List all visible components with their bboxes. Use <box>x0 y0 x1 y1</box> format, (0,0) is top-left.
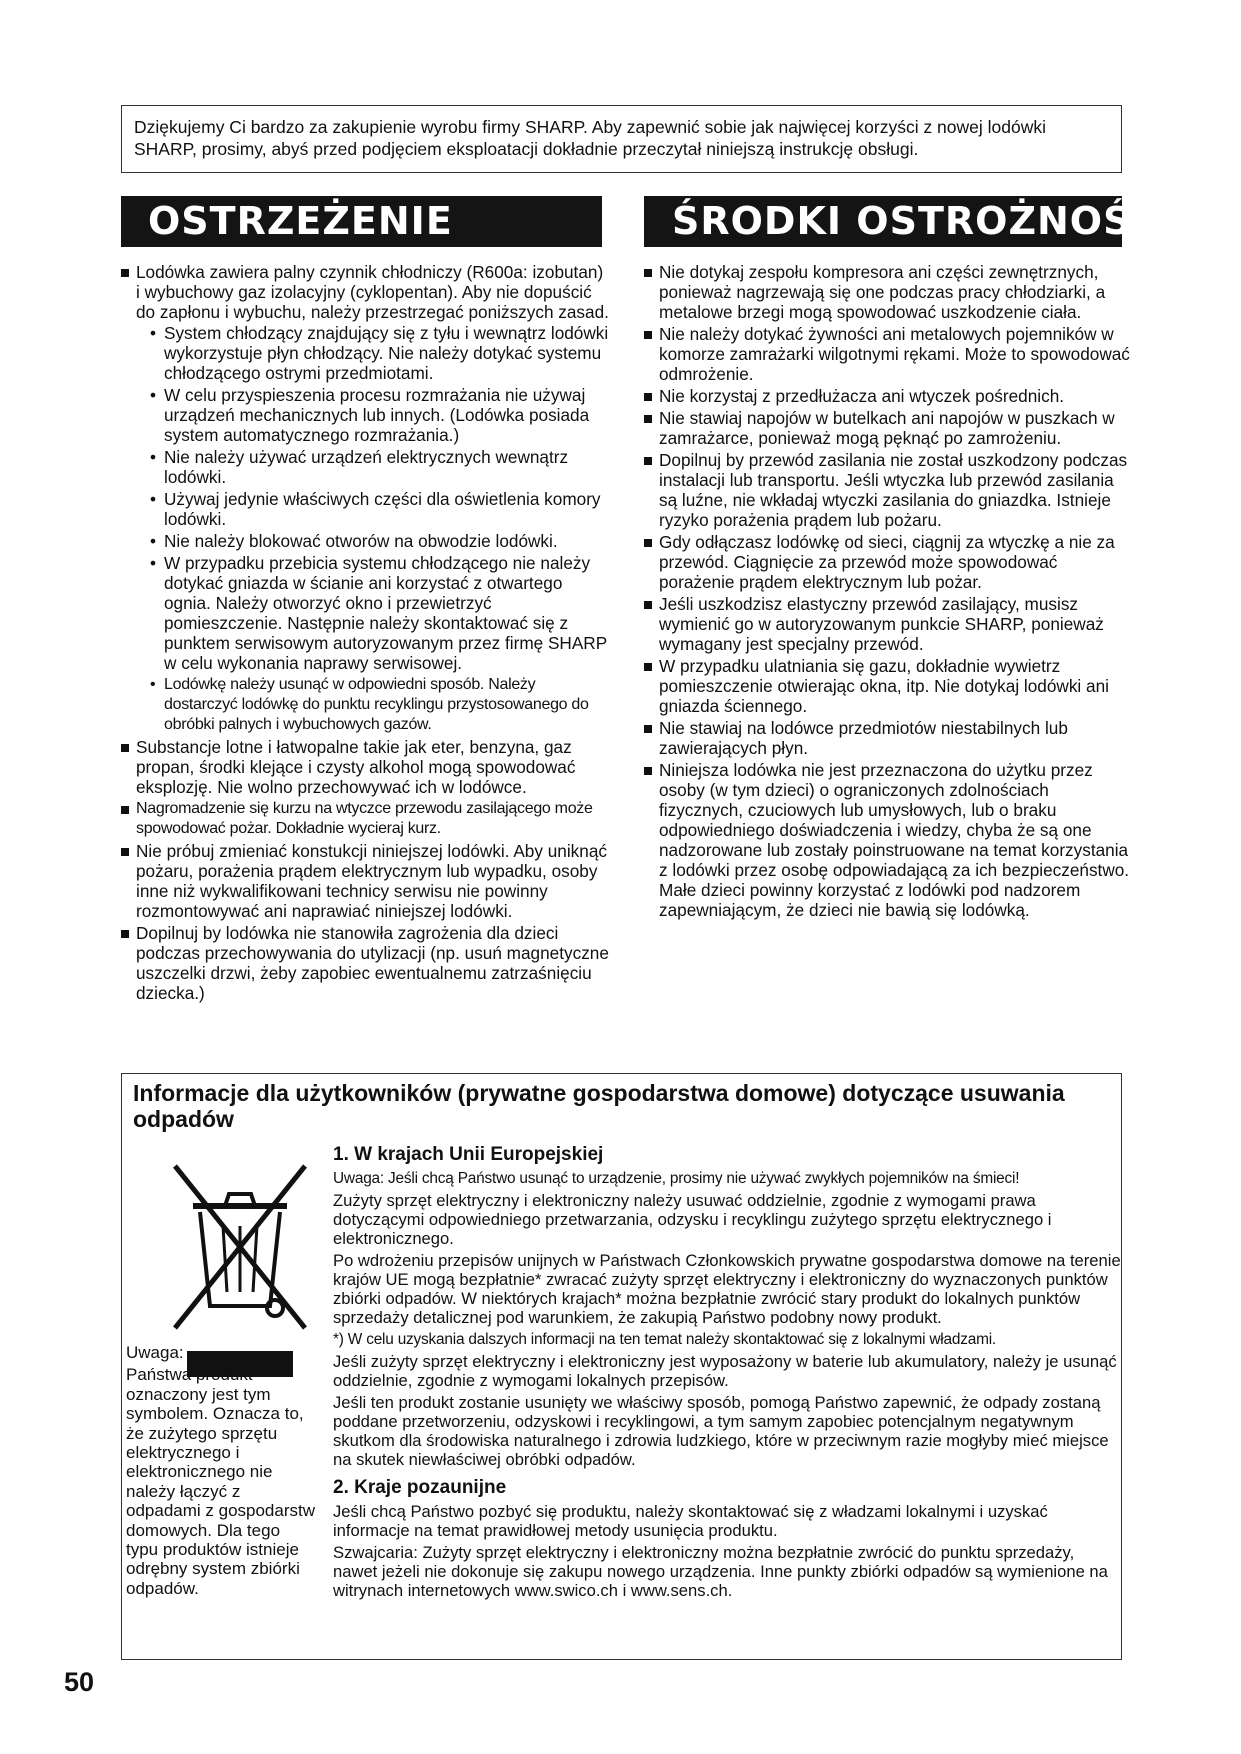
warning-banner: OSTRZEŻENIE <box>121 196 602 247</box>
warning-item-text: Substancje lotne i łatwopalne takie jak eter, benzyna, gaz propan, środki klejące i czysty alkohol mogą spowodować eksplozję. Nie wolno przechowywać ich w lodówce. <box>136 737 576 797</box>
non-eu-paragraph: Jeśli chcą Państwo pozbyć się produktu, należy skontaktować się z władzami lokalnymi i uzyskać informacje na temat prawidłowej metody usunięcia produktu. <box>333 1502 1048 1540</box>
warning-subitem: • W przypadku przebicia systemu chłodzącego nie należy dotykać gniazda w ścianie ani korzystać z otwartego ognia. Należy otworzyć okno i przewietrzyć pomieszczenie. Następnie należy skontaktować się z punktem serwisowym autoryzowanym przez firmę SHARP w celu wykonania naprawy serwisowej. <box>150 553 607 673</box>
bullet-square-icon <box>644 767 652 775</box>
bullet-square-icon <box>644 457 652 465</box>
disposal-title: Informacje dla użytkowników (prywatne gospodarstwa domowe) dotyczące usuwania odpadów <box>133 1080 1065 1132</box>
intro-line-1: Dziękujemy Ci bardzo za zakupienie wyrobu firmy SHARP. Aby zapewnić sobie jak najwięcej korzyści z nowej lodówki <box>134 117 1047 137</box>
precaution-item: Niniejsza lodówka nie jest przeznaczona do użytku przez osoby (w tym dzieci) o ograniczonych zdolnościach fizycznych, czuciowych lub umysłowych, lub o braku odpowiedniego doświadczenia i wiedzy, chyba że są one nadzorowane lub zostały poinstruowane na temat korzystania z lodówki przez osobę odpowiadającą za ich bezpieczeństwo. Małe dzieci powinny korzystać z lodówki pod nadzorem zapewniającym, że dzieci nie bawią się lodówką. <box>644 760 1130 920</box>
note-text: Państwa produkt oznaczony jest tym symbolem. Oznacza to, że zużytego sprzętu elektrycznego i elektronicznego nie należy łączyć z odpadami z gospodarstw domowych. Dla tego typu produktów istnieje odrębny system zbiórki odpadów. <box>126 1365 316 1598</box>
bullet-square-icon <box>644 539 652 547</box>
warning-item-text: Lodówka zawiera palny czynnik chłodniczy (R600a: izobutan) i wybuchowy gaz izolacyjny (cyklopentan). Aby nie dopuścić do zapłonu i wybuchu, należy przestrzegać poniższych zasad. <box>136 262 609 322</box>
precautions-list <box>644 262 1130 922</box>
precaution-item: Nie dotykaj zespołu kompresora ani części zewnętrznych, ponieważ nagrzewają się one podczas pracy chłodziarki, a metalowe brzegi mogą spowodować uszkodzenie ciała. <box>644 262 1130 322</box>
warning-subitem: • Nie należy blokować otworów na obwodzie lodówki. <box>150 531 558 551</box>
warning-item <box>121 841 611 921</box>
bullet-square-icon <box>644 601 652 609</box>
bullet-square-icon <box>644 663 652 671</box>
precaution-item: Nie należy dotykać żywności ani metalowych pojemników w komorze zamrażarki wilgotnymi rękami. Może to spowodować odmrożenie. <box>644 324 1130 384</box>
bullet-dot-icon: • <box>150 323 157 343</box>
precaution-item: Dopilnuj by przewód zasilania nie został uszkodzony podczas instalacji lub transportu. Jeśli wtyczka lub przewód zasilania są luźne, nie wkładaj wtyczki zasilania do gniazdka. Istnieje ryzyko porażenia prądem lub pożaru. <box>644 450 1130 530</box>
bullet-square-icon <box>644 415 652 423</box>
disposal-info-box <box>121 1073 1122 1660</box>
bullet-dot-icon: • <box>150 385 157 405</box>
warning-item-text: Nie próbuj zmieniać konstukcji niniejszej lodówki. Aby uniknąć pożaru, porażenia prądem elektrycznym lub wypadku, osoby inne niż wykwalifikowani technicy serwisu nie powinny rozmontowywać ani naprawiać niniejszej lodówki. <box>136 841 607 921</box>
precaution-item: Nie korzystaj z przedłużacza ani wtyczek pośrednich. <box>644 386 1130 406</box>
note-label: Uwaga: <box>126 1343 184 1362</box>
bullet-square-icon <box>644 393 652 401</box>
precautions-banner: ŚRODKI OSTROŻNOŚCI <box>644 196 1122 247</box>
bullet-square-icon <box>121 744 129 752</box>
eu-paragraph: Uwaga: Jeśli chcą Państwo usunąć to urządzenie, prosimy nie używać zwykłych pojemników na śmieci! <box>333 1170 1020 1187</box>
bullet-square-icon <box>121 848 129 856</box>
bullet-dot-icon: • <box>150 531 157 551</box>
intro-box <box>121 105 1122 173</box>
bullet-dot-icon: • <box>150 676 156 693</box>
non-eu-paragraph: Szwajcaria: Zużyty sprzęt elektryczny i elektroniczny można bezpłatnie zwrócić do punktu sprzedaży, nawet jeżeli nie dokonuje się zakupu nowego urządzenia. Inne punkty zbiórki odpadów są wymienione na witrynach internetowych www.swico.ch i www.sens.ch. <box>333 1543 1108 1600</box>
warning-list <box>121 262 611 1005</box>
non-eu-heading: 2. Kraje pozaunijne <box>333 1477 507 1498</box>
warning-item-text: Dopilnuj by lodówka nie stanowiła zagrożenia dla dzieci podczas przechowywania do utylizacji (np. usuń magnetyczne uszczelki drzwi, żeby zapobiec ewentualnemu zatrzaśnięciu dziecka.) <box>136 923 609 1003</box>
bullet-square-icon <box>644 269 652 277</box>
precaution-item: Jeśli uszkodzisz elastyczny przewód zasilający, musisz wymienić go w autoryzowanym punkcie SHARP, ponieważ wymagany jest specjalny przewód. <box>644 594 1130 654</box>
disposal-note <box>126 1343 316 1598</box>
bullet-square-icon <box>121 269 129 277</box>
eu-heading: 1. W krajach Unii Europejskiej <box>333 1144 604 1165</box>
warning-subitem: • Używaj jedynie właściwych części dla oświetlenia komory lodówki. <box>150 489 601 529</box>
bullet-dot-icon: • <box>150 553 157 573</box>
bullet-square-icon <box>121 930 129 938</box>
eu-paragraph: Zużyty sprzęt elektryczny i elektroniczny należy usuwać oddzielnie, zgodnie z wymogami prawa dotyczącymi odpowiedniego przetwarzania, odzysku i recyklingu zużytego sprzętu elektrycznego i elektronicznego. <box>333 1191 1052 1248</box>
bullet-square-icon <box>121 806 129 814</box>
warning-subitem: • System chłodzący znajdujący się z tyłu i wewnątrz lodówki wykorzystuje płyn chłodzący. Nie należy dotykać systemu chłodzącego ostrymi przedmiotami. <box>150 323 609 383</box>
eu-paragraph: Jeśli zużyty sprzęt elektryczny i elektroniczny jest wyposażony w baterie lub akumulatory, należy je usunąć oddzielnie, zgodnie z wymogami lokalnych przepisów. <box>333 1352 1117 1390</box>
bullet-square-icon <box>644 331 652 339</box>
warning-item <box>121 923 611 1003</box>
precaution-item: Nie stawiaj na lodówce przedmiotów niestabilnych lub zawierających płyn. <box>644 718 1130 758</box>
warning-subitem: • W celu przyspieszenia procesu rozmrażania nie używaj urządzeń mechanicznych lub innych. (Lodówka posiada system automatycznego rozmrażania.) <box>150 385 590 445</box>
precaution-item: W przypadku ulatniania się gazu, dokładnie wywietrz pomieszczenie otwierając okna, itp. Nie dotykaj lodówki ani gniazda ściennego. <box>644 656 1130 716</box>
warning-item <box>121 262 611 735</box>
bullet-square-icon <box>644 725 652 733</box>
warning-subitem: • Lodówkę należy usunąć w odpowiedni sposób. Należy dostarczyć lodówkę do punktu recyklingu przystosowanego do obróbki palnych i wybuchowych gazów. <box>150 676 589 733</box>
warning-item <box>121 799 611 839</box>
warning-subitem: • Nie należy używać urządzeń elektrycznych wewnątrz lodówki. <box>150 447 569 487</box>
bullet-dot-icon: • <box>150 447 157 467</box>
precaution-item: Gdy odłączasz lodówkę od sieci, ciągnij za wtyczkę a nie za przewód. Ciągnięcie za przewód może spowodować porażenie prądem elektrycznym lub pożar. <box>644 532 1130 592</box>
intro-line-2: SHARP, prosimy, abyś przed podjęciem eksploatacji dokładnie przeczytał niniejszą instrukcję obsługi. <box>134 139 919 159</box>
warning-item <box>121 737 611 797</box>
page-number: 50 <box>64 1667 95 1697</box>
bullet-dot-icon: • <box>150 489 157 509</box>
eu-paragraph: *) W celu uzyskania dalszych informacji na ten temat należy skontaktować się z lokalnymi władzami. <box>333 1331 996 1348</box>
eu-paragraph: Jeśli ten produkt zostanie usunięty we właściwy sposób, pomogą Państwo zapewnić, że odpady zostaną poddane przetworzeniu, odzyskowi i recyklingowi, a tym samym zapobiec potencjalnym negatywnym skutkom dla środowiska naturalnego i zdrowia ludzkiego, które w przeciwnym razie mogłyby mieć miejsce na skutek niewłaściwej obróbki odpadów. <box>333 1393 1109 1469</box>
warning-item-text: Nagromadzenie się kurzu na wtyczce przewodu zasilającego może spowodować pożar. Dokładnie wycieraj kurz. <box>136 800 593 837</box>
precaution-item: Nie stawiaj napojów w butelkach ani napojów w puszkach w zamrażarce, ponieważ mogą pęknąć po zamrożeniu. <box>644 408 1130 448</box>
eu-paragraph: Po wdrożeniu przepisów unijnych w Państwach Członkowskich prywatne gospodarstwa domowe na terenie krajów UE mogą bezpłatnie* zwracać zużyty sprzęt elektryczny i elektroniczny do wyznaczonych punktów zbiórki odpadów. W niektórych krajach* można bezpłatnie zwrócić stary produkt do lokalnych punktów sprzedaży detalicznej pod warunkiem, że zakupią Państwo podobny nowy produkt. <box>333 1251 1121 1327</box>
disposal-text <box>333 1144 1123 1603</box>
